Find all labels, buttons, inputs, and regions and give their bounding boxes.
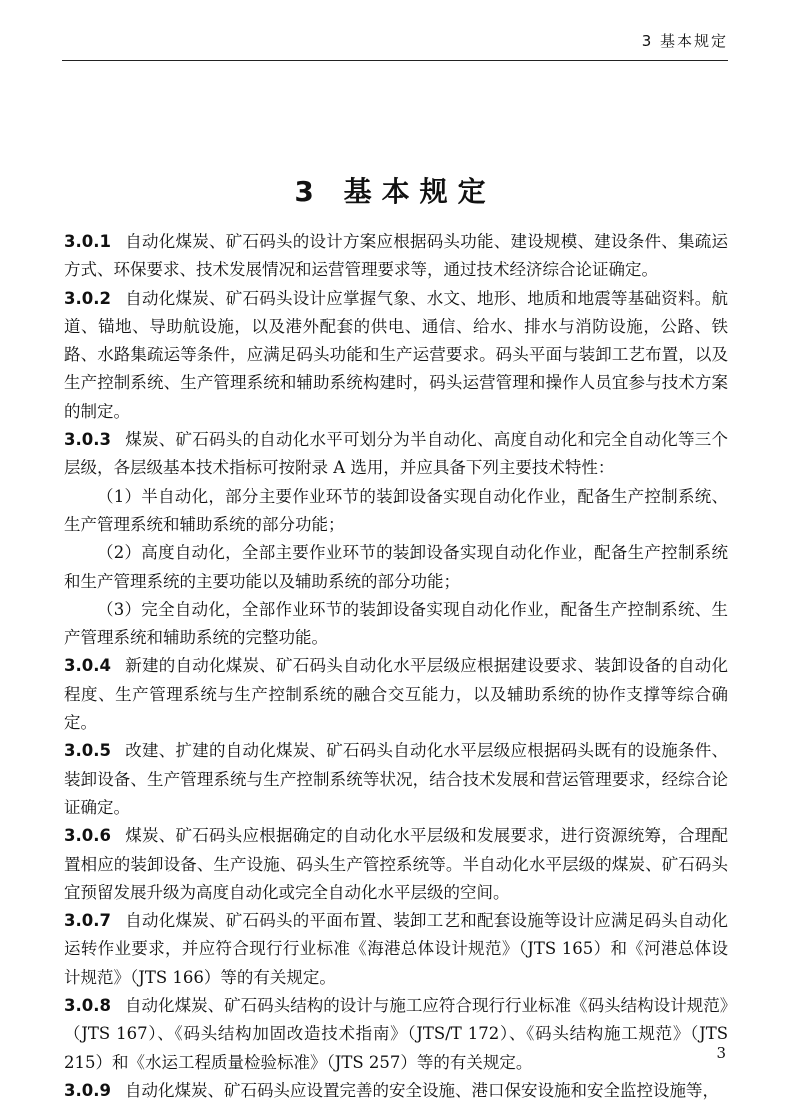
clause-3-0-3-item-1: （1）半自动化，部分主要作业环节的装卸设备实现自动化作业，配备生产控制系统、生产管理系统和辅助系统的部分功能； [64, 486, 728, 534]
clause-text: 自动化煤炭、矿石码头的平面布置、装卸工艺和配套设施等设计应满足码头自动化运转作业要求，并应符合现行行业标准《海港总体设计规范》（JTS 165）和《河港总体设计规范》（JTS 166）等的有关规定。 [64, 911, 728, 987]
clause-3-0-2 [64, 285, 728, 426]
clause-number: 3.0.2 [64, 288, 111, 308]
clause-3-0-9 [64, 1077, 728, 1105]
clause-number: 3.0.7 [64, 911, 111, 931]
clause-text: 自动化煤炭、矿石码头应设置完善的安全设施、港口保安设施和安全监控设施等， [124, 1080, 719, 1100]
running-header: 3 基本规定 [641, 32, 728, 50]
clause-text: 新建的自动化煤炭、矿石码头自动化水平层级应根据建设要求、装卸设备的自动化程度、生产管理系统与生产控制系统的融合交互能力，以及辅助系统的协作支撑等综合确定。 [64, 656, 728, 733]
clause-3-0-1 [64, 228, 728, 285]
clause-3-0-3 [64, 426, 728, 483]
clause-text: 自动化煤炭、矿石码头设计应掌握气象、水文、地形、地质和地震等基础资料。航道、锚地、导助航设施，以及港外配套的供电、通信、给水、排水与消防设施，公路、铁路、水路集疏运等条件，应满足码头功能和生产运营要求。码头平面与装卸工艺布置，以及生产控制系统、生产管理系统和辅助系统构建时，码头运营管理和操作人员宜参与技术方案的制定。 [64, 288, 728, 421]
clause-3-0-3-item-2: （2）高度自动化，全部主要作业环节的装卸设备实现自动化作业，配备生产控制系统和生产管理系统的主要功能以及辅助系统的部分功能； [64, 543, 728, 591]
clause-number: 3.0.4 [64, 656, 111, 676]
clause-text: 煤炭、矿石码头应根据确定的自动化水平层级和发展要求，进行资源统筹，合理配置相应的装卸设备、生产设施、码头生产管控系统等。半自动化水平层级的煤炭、矿石码头宜预留发展升级为高度自动化或完全自动化水平层级的空间。 [64, 826, 728, 902]
clause-3-0-8 [64, 992, 728, 1077]
clause-text: 自动化煤炭、矿石码头结构的设计与施工应符合现行行业标准《码头结构设计规范》（JTS 167）、《码头结构加固改造技术指南》（JTS/T 172）、《码头结构施工规范》（JTS 215）和《水运工程质量检验标准》（JTS 257）等的有关规定。 [64, 996, 728, 1072]
clause-3-0-3-item-3: （3）完全自动化，全部作业环节的装卸设备实现自动化作业，配备生产控制系统、生产管理系统和辅助系统的完整功能。 [64, 599, 728, 648]
chapter-title: 3 基本规定 [294, 175, 496, 208]
header-divider [62, 60, 728, 61]
clause-number: 3.0.1 [64, 232, 111, 251]
clause-text: 自动化煤炭、矿石码头的设计方案应根据码头功能、建设规模、建设条件、集疏运方式、环保要求、技术发展情况和运营管理要求等，通过技术经济综合论证确定。 [64, 232, 728, 280]
clause-3-0-6 [64, 822, 728, 907]
clause-number: 3.0.6 [64, 826, 111, 846]
clause-number: 3.0.3 [64, 430, 111, 450]
clause-text: 煤炭、矿石码头的自动化水平可划分为半自动化、高度自动化和完全自动化等三个层级，各层级基本技术指标可按附录 A 选用，并应具备下列主要技术特性： [64, 430, 728, 478]
clause-number: 3.0.9 [64, 1080, 111, 1100]
clause-list [64, 228, 728, 1105]
clause-3-0-7 [64, 907, 728, 992]
clause-text: 改建、扩建的自动化煤炭、矿石码头自动化水平层级应根据码头既有的设施条件、装卸设备、生产管理系统与生产控制系统等状况，结合技术发展和营运管理要求，经综合论证确定。 [64, 741, 728, 817]
clause-3-0-5 [64, 737, 728, 822]
page-number: 3 [716, 1044, 726, 1062]
clause-3-0-4 [64, 652, 728, 737]
clause-number: 3.0.8 [64, 996, 111, 1016]
clause-number: 3.0.5 [64, 741, 111, 761]
